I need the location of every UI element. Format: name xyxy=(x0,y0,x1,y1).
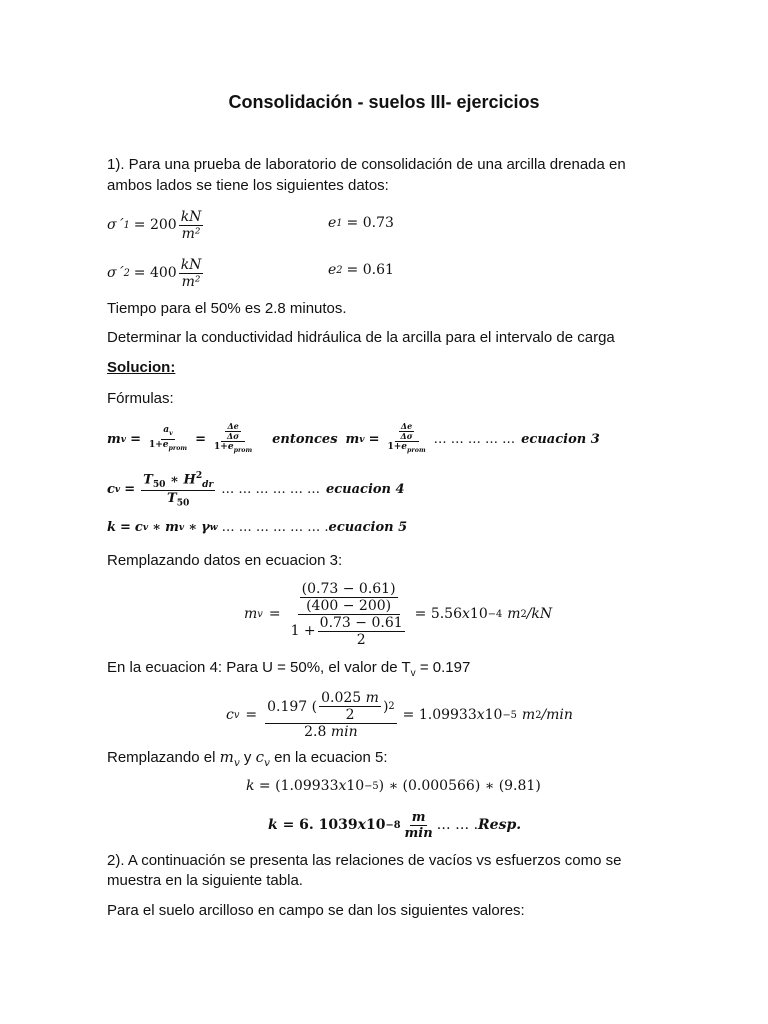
calc4-unit-exp: 2 xyxy=(535,709,542,721)
sigma-1-unit-den: m² xyxy=(181,225,201,242)
calc3-unit-exp: 2 xyxy=(520,608,527,620)
eq3-den-sub-3: prom xyxy=(407,446,426,454)
remplazando-5-text xyxy=(107,747,388,773)
e-2-value: = 0.61 xyxy=(346,262,394,278)
calc3-result-pow: 10 xyxy=(469,606,488,622)
calc3-result: = 5.56 xyxy=(414,606,462,622)
e-1-symbol: e xyxy=(328,215,337,231)
remplazando-5-a: Remplazando el xyxy=(107,749,220,766)
problem-3-text: Para el suelo arcilloso en campo se dan los siguientes valores: xyxy=(107,902,525,919)
answer-exp: −8 xyxy=(385,819,401,831)
eq4-num-h-sup: 2 xyxy=(195,469,203,481)
calc4-n-post: ) xyxy=(382,698,389,715)
eq4-lhs: c xyxy=(107,481,115,497)
eq4-num-t-sub: 50 xyxy=(152,478,166,490)
eq3-den-sub-2: prom xyxy=(233,446,253,454)
calc3-unit: m xyxy=(507,606,521,622)
sigma-2-unit xyxy=(179,257,204,290)
calc4-n-post-sup: 2 xyxy=(388,701,395,712)
remplazando-3-text: Remplazando datos en ecuacion 3: xyxy=(107,552,343,569)
eq3-den-sub: prom xyxy=(168,444,188,452)
calc3-fraction xyxy=(289,581,409,648)
formulas-heading: Fórmulas: xyxy=(107,390,174,407)
ecuacion-4-line: En la ecuacion 4: Para U = 50%, el valor de T xyxy=(107,659,411,676)
problem-1-line-1: 1). Para una prueba de laboratorio de consolidación de una arcilla drenada en xyxy=(107,156,626,173)
calc3-lhs-sub: v xyxy=(257,608,263,620)
calc4-lhs: c xyxy=(226,707,234,723)
eq3-a-num-sub: v xyxy=(169,429,173,437)
answer-unit-num: m xyxy=(411,809,426,825)
calc3-result-exp: −4 xyxy=(487,608,503,620)
eq4-den-t-sub: 50 xyxy=(176,497,190,509)
eq5-c-sub: v xyxy=(142,522,149,533)
eq3-lhs-sub: v xyxy=(120,433,127,445)
e-1-equation xyxy=(328,215,394,231)
answer-k-symbol: k xyxy=(268,817,278,833)
eq4-dots: … … … … … … xyxy=(221,481,320,497)
sigma-1-unit-num: kN xyxy=(180,208,202,225)
answer-value: = 6. 1039 xyxy=(277,817,358,833)
calc-mv: m v = (0.73 − 0.61) (400 − 200) 1 + $\frac{0.73 - 0.61}{2}$ = 5.56 x 10 −4 m 2 /kN xyxy=(244,580,553,648)
eq5-m-sub: v xyxy=(178,522,185,533)
calc4-den: 2.8 xyxy=(304,724,327,740)
calc4-result-pow: 10 xyxy=(484,707,503,723)
solucion-heading: Solucion: xyxy=(107,359,176,376)
calc4-lhs-sub: v xyxy=(233,709,240,721)
ecuacion-4-text xyxy=(107,658,470,684)
eq5-gamma-sub: w xyxy=(209,522,218,533)
eq5-gamma: γ xyxy=(201,520,210,535)
sigma-2-unit-den: m² xyxy=(181,273,201,290)
e-2-symbol: e xyxy=(328,262,337,278)
sigma-2-value: = 400 xyxy=(133,265,177,281)
calc4-result: = 1.09933 xyxy=(402,707,477,723)
eq3-den-e: e xyxy=(162,439,169,450)
eq5-label: ecuacion 5 xyxy=(328,520,408,535)
answer-pow: 10 xyxy=(366,817,386,833)
calc5-expr-b: ) ∗ (0.000566) ∗ (9.81) xyxy=(378,778,541,794)
eq3-label: ecuacion 3 xyxy=(521,431,600,447)
eq3-fraction-a: $\frac{a_v}{1+e_{prom}}$ xyxy=(148,424,188,452)
eq4-fraction: $\frac{T_{50} ∗ H^2_{dr}}{T_{50}}$ xyxy=(143,469,214,509)
sigma-2-symbol: σ´ xyxy=(107,265,124,281)
eq3-lhs-2: m xyxy=(345,431,360,447)
remplazando-5-mv-sub: v xyxy=(233,757,240,769)
calc3-d-num: 0.73 − 0.61 xyxy=(319,614,403,631)
calc5-k: k xyxy=(246,778,255,794)
eq4-num-h: H xyxy=(183,472,196,488)
eq3-delta-e-2: Δe xyxy=(400,421,413,432)
answer-unit xyxy=(403,810,435,841)
answer-x: x xyxy=(357,817,366,833)
eq3-fraction-b: $\frac{\frac{\Delta e}{\Delta\sigma}}{1+e_{prom}}$ xyxy=(214,421,253,454)
eq4-den-t: T xyxy=(167,490,177,506)
sigma-2-equation xyxy=(107,251,205,295)
equation-3: m v = $\frac{a_v}{1+e_{prom}}$ = $\frac{\frac{\Delta e}{\Delta\sigma}}{1+e_{prom}}$ entonces m v = $\frac{\frac{\Delta e}{\Delta\sigma}}{1+e_{prom}}$ … … … … … ecuacion 3 xyxy=(107,421,600,454)
problem-2-line-1: 2). A continuación se presenta las relaciones de vacíos vs esfuerzos como se xyxy=(107,852,622,869)
equation-4: c v = $\frac{T_{50} ∗ H^2_{dr}}{T_{50}}$ … … … … … … ecuacion 4 xyxy=(107,469,405,509)
sigma-1-sub: 1 xyxy=(123,219,130,231)
sigma-1-value: = 200 xyxy=(133,217,177,233)
remplazando-5-y: y xyxy=(239,749,256,766)
calc3-d-pre: 1 + xyxy=(290,623,316,639)
calc5-x: x xyxy=(338,778,347,794)
eq3-lhs: m xyxy=(107,431,121,447)
determinar-text: Determinar la conductividad hidráulica de la arcilla para el intervalo de carga xyxy=(107,329,615,346)
e-2-equation xyxy=(328,262,394,278)
answer-unit-den: min xyxy=(404,825,433,841)
sigma-1-symbol: σ´ xyxy=(107,217,124,233)
e-1-sub: 1 xyxy=(336,217,343,229)
ecuacion-4-tail: = 0.197 xyxy=(415,659,471,676)
calc4-unit-tail: /min xyxy=(541,707,573,723)
eq5-dots: … … … … … … . xyxy=(221,520,329,535)
eq3-a-num: a xyxy=(163,424,170,435)
calc4-n-pre: 0.197 ( xyxy=(267,698,318,715)
eq3-entonces: entonces xyxy=(272,431,338,447)
calc3-d-den: 2 xyxy=(356,631,366,648)
calc5-expr-a: = (1.09933 xyxy=(254,778,339,794)
remplazando-5-b: en la ecuacion 5: xyxy=(269,749,388,766)
eq3-delta-e: Δe xyxy=(227,421,239,432)
calc3-lhs: m xyxy=(244,606,258,622)
eq4-label: ecuacion 4 xyxy=(325,481,405,497)
calc4-result-x: x xyxy=(476,707,485,723)
answer-resp: Resp. xyxy=(478,817,522,833)
eq3-delta-sigma: Δσ xyxy=(227,431,240,442)
eq5-k: k xyxy=(107,520,117,535)
eq3-dots: … … … … … xyxy=(433,431,516,447)
remplazando-5-cv-sub: v xyxy=(264,757,270,769)
answer-k xyxy=(268,804,521,846)
calc3-unit-tail: /kN xyxy=(526,606,553,622)
eq4-lhs-sub: v xyxy=(114,483,121,495)
e-1-value: = 0.73 xyxy=(346,215,394,231)
eq4-num-t: T xyxy=(143,472,153,488)
calc-cv: c v = 0.197 ( $\frac{0.025 m}{2}$ ) 2 2.8 min = 1.09933 x 10 −5 m 2 /min xyxy=(226,690,573,740)
calc-k xyxy=(246,778,541,794)
calc3-n2: (400 − 200) xyxy=(306,597,392,614)
calc3-n1: (0.73 − 0.61) xyxy=(301,580,396,597)
calc4-den-unit: min xyxy=(330,724,358,740)
eq3-lhs-sub-2: v xyxy=(359,433,365,445)
eq3-delta-sigma-2: Δσ xyxy=(400,431,413,442)
eq5-c: c xyxy=(134,520,143,535)
calc4-n-num: 0.025 xyxy=(321,690,362,706)
problem-2-line-2: muestra en la siguiente tabla. xyxy=(107,872,303,889)
tiempo-text: Tiempo para el 50% es 2.8 minutos. xyxy=(107,300,347,317)
answer-dots: … … . xyxy=(436,817,479,833)
equation-5: k = c v ∗ m v ∗ γ w … … … … … … . ecuacion 5 xyxy=(107,520,408,535)
calc4-unit: m xyxy=(521,707,536,723)
calc4-n-num-unit: m xyxy=(365,690,379,706)
sigma-2-sub: 2 xyxy=(123,267,130,279)
eq3-fraction-c: $\frac{\frac{\Delta e}{\Delta\sigma}}{1+e_{prom}}$ xyxy=(387,421,426,454)
sigma-2-unit-num: kN xyxy=(180,256,202,273)
remplazando-5-cv: c xyxy=(255,748,264,766)
page-title: Consolidación - suelos III- ejercicios xyxy=(228,92,540,112)
eq5-m: m xyxy=(165,520,179,535)
problem-1-line-2: ambos lados se tiene los siguientes datos: xyxy=(107,177,389,194)
sigma-1-unit xyxy=(179,209,204,242)
sigma-1-equation xyxy=(107,203,205,247)
calc5-pow: 10 xyxy=(346,778,365,794)
ecuacion-4-sub: v xyxy=(410,668,416,679)
eq4-num-h-sub: dr xyxy=(202,478,214,490)
calc4-fraction xyxy=(265,690,397,740)
calc4-n-den: 2 xyxy=(345,707,355,723)
calc4-result-exp: −5 xyxy=(502,709,517,721)
calc5-exp: −5 xyxy=(364,780,379,792)
remplazando-5-mv: m xyxy=(219,748,234,766)
e-2-sub: 2 xyxy=(336,264,343,276)
calc3-result-x: x xyxy=(462,606,470,622)
